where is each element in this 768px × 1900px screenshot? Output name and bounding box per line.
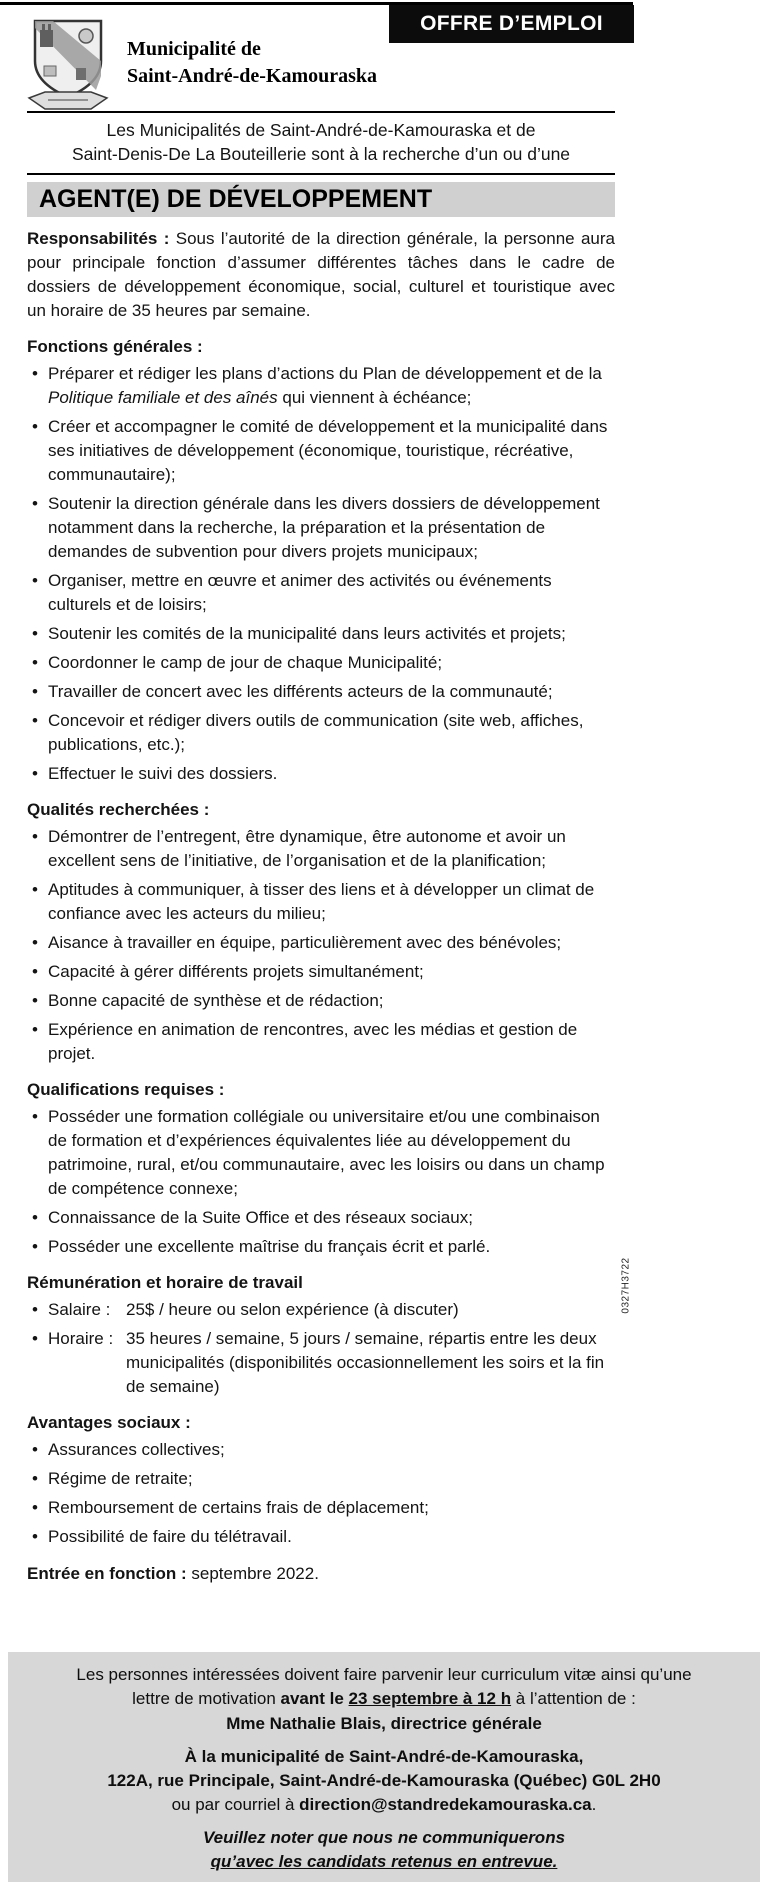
bullet-item [27, 931, 615, 955]
bullet-item [27, 1105, 615, 1201]
bullet-glyph: • [32, 764, 38, 783]
organization-name-line1: Municipalité de [127, 38, 261, 60]
bullet-item [27, 1327, 615, 1399]
section-heading: Qualités recherchées : [27, 800, 210, 819]
bullet-text: Travailler de concert avec les différents acteurs de la communauté; [48, 682, 553, 701]
bullet-glyph: • [32, 1498, 38, 1517]
section-heading: Fonctions générales : [27, 337, 203, 356]
item-value: 35 heures / semaine, 5 jours / semaine, répartis entre les deux municipalités (disponibilités occasionnellement les soirs et la fin de semaine) [126, 1329, 605, 1396]
bullet-glyph: • [32, 962, 38, 981]
bullet-glyph: • [32, 1469, 38, 1488]
note-line-1: Veuillez noter que nous ne communiquerons [202, 1828, 566, 1847]
bullet-text: Régime de retraite; [48, 1469, 193, 1488]
bullet-glyph: • [32, 624, 38, 643]
text-segment: qui viennent à échéance; [277, 388, 472, 407]
bullet-glyph: • [32, 653, 38, 672]
section-heading: Rémunération et horaire de travail [27, 1273, 303, 1292]
job-offer-badge: OFFRE D’EMPLOI [389, 5, 634, 43]
bullet-item [27, 680, 615, 704]
bullet-glyph: • [32, 1237, 38, 1256]
bullet-glyph: • [32, 364, 38, 383]
item-label: Horaire : [48, 1329, 114, 1348]
bullet-glyph: • [32, 1300, 38, 1319]
bullet-item [27, 492, 615, 564]
bullet-glyph: • [32, 1527, 38, 1546]
bullet-item [27, 989, 615, 1013]
item-value: 25$ / heure ou selon expérience (à discuter) [126, 1300, 459, 1319]
responsibilities-text: Sous l’autorité de la direction générale, la personne aura pour principale fonction d’assumer différentes tâches dans le cadre de dossiers de développement économique, social, culturel et touristique avec un horaire de 35 heures par semaine. [27, 229, 615, 320]
start-date-line [27, 1562, 615, 1586]
bullet-item [27, 1018, 615, 1066]
note-line-2: qu’avec les candidats retenus en entrevue. [210, 1852, 558, 1871]
bullet-glyph: • [32, 417, 38, 436]
bullet-glyph: • [32, 933, 38, 952]
bullet-text [48, 362, 615, 410]
section-3 [27, 1271, 615, 1399]
application-deadline: 23 septembre à 12 h [348, 1689, 512, 1708]
responsibilities-label: Responsabilités : [27, 229, 170, 248]
bullet-item [27, 1467, 615, 1491]
bullet-item [27, 1235, 615, 1259]
bullet-text: Assurances collectives; [48, 1440, 225, 1459]
bullet-glyph: • [32, 1440, 38, 1459]
bullet-glyph: • [32, 1329, 38, 1348]
bullet-text: Créer et accompagner le comité de développement et la municipalité dans ses initiatives de développement (économique, touristique, récréative, communautaire); [48, 417, 608, 484]
bullet-text: Concevoir et rédiger divers outils de communication (site web, affiches, publications, etc.); [48, 711, 584, 754]
bullet-text: Soutenir les comités de la municipalité dans leurs activités et projets; [48, 624, 566, 643]
bullet-text: Aisance à travailler en équipe, particulièrement avec des bénévoles; [48, 933, 562, 952]
footer-spacer [8, 1736, 760, 1745]
application-footer [8, 1652, 760, 1882]
section-2 [27, 1078, 615, 1259]
intro-line2: Saint-Denis-De La Bouteillerie sont à la recherche d’un ou d’une [71, 144, 571, 164]
bullet-glyph: • [32, 1208, 38, 1227]
bullet-item [27, 1298, 615, 1322]
bullet-item [27, 960, 615, 984]
job-title-bar: AGENT(E) DE DÉVELOPPEMENT [27, 182, 615, 217]
text-segment: Préparer et rédiger les plans d’actions du Plan de développement et de la [48, 364, 602, 383]
section-0 [27, 335, 615, 786]
bullet-text: Posséder une excellente maîtrise du français écrit et parlé. [48, 1237, 491, 1256]
email-prefix: ou par courriel à [171, 1795, 300, 1814]
intro-text [27, 113, 615, 173]
bullet-glyph: • [32, 494, 38, 513]
section-heading: Qualifications requises : [27, 1080, 225, 1099]
bullet-glyph: • [32, 711, 38, 730]
bullet-item [27, 1496, 615, 1520]
main-content [27, 111, 615, 1586]
bullet-text: Soutenir la direction générale dans les divers dossiers de développement notamment dans la recherche, la préparation et la présentation de demandes de subvention pour divers projets municipaux; [48, 494, 600, 561]
crest-icon [26, 18, 110, 112]
municipality-crest-logo [26, 18, 110, 117]
bullet-text: Connaissance de la Suite Office et des réseaux sociaux; [48, 1208, 473, 1227]
bullet-text: Démontrer de l’entregent, être dynamique, être autonome et avoir un excellent sens de l’initiative, de l’organisation et de la planification; [48, 827, 566, 870]
intro-line1: Les Municipalités de Saint-André-de-Kamouraska et de [106, 120, 536, 140]
bullet-item [27, 651, 615, 675]
italic-segment: Politique familiale et des aînés [48, 388, 278, 407]
bullet-glyph: • [32, 991, 38, 1010]
bullet-text: Remboursement de certains frais de déplacement; [48, 1498, 429, 1517]
bullet-text: Possibilité de faire du télétravail. [48, 1527, 292, 1546]
footer-spacer [8, 1817, 760, 1826]
bullet-text: Aptitudes à communiquer, à tisser des liens et à développer un climat de confiance avec les acteurs du milieu; [48, 880, 595, 923]
print-reference-code: 0327H3722 [620, 1257, 632, 1314]
bullet-item [27, 825, 615, 873]
bullet-text: Posséder une formation collégiale ou universitaire et/ou une combinaison de formation et d’expériences équivalentes liée au développement du patrimoine, rural, et/ou communautaire, avec les loisirs ou dans un champ de compétence connexe; [48, 1107, 605, 1198]
bullet-item [27, 569, 615, 617]
bullet-item [27, 415, 615, 487]
contact-email: direction@standredekamouraska.ca [299, 1795, 592, 1814]
bullet-item [27, 1438, 615, 1462]
bullet-glyph: • [32, 880, 38, 899]
bullet-glyph: • [32, 1107, 38, 1126]
bullet-text: Expérience en animation de rencontres, avec les médias et gestion de projet. [48, 1020, 578, 1063]
apply-text: Les personnes intéressées doivent faire parvenir leur curriculum vitæ ainsi qu’une lettre de motivation [76, 1665, 692, 1708]
address-line-2: 122A, rue Principale, Saint-André-de-Kamouraska (Québec) G0L 2H0 [107, 1771, 661, 1790]
start-date-value: septembre 2022. [191, 1564, 319, 1583]
contact-name: Mme Nathalie Blais, directrice générale [226, 1714, 542, 1733]
bullet-item [27, 362, 615, 410]
bullet-glyph: • [32, 1020, 38, 1039]
section-1 [27, 798, 615, 1066]
bullet-item [27, 1525, 615, 1549]
item-label: Salaire : [48, 1300, 111, 1319]
bullet-text: Effectuer le suivi des dossiers. [48, 764, 278, 783]
intro-rule-bottom [27, 173, 615, 175]
bullet-item [27, 709, 615, 757]
bullet-glyph: • [32, 682, 38, 701]
organization-name-line2: Saint-André-de-Kamouraska [127, 65, 378, 87]
bullet-text: Bonne capacité de synthèse et de rédaction; [48, 991, 384, 1010]
email-line [8, 1793, 760, 1817]
apply-bold-text: avant le [280, 1689, 349, 1708]
address-line-1: À la municipalité de Saint-André-de-Kamouraska, [184, 1747, 584, 1766]
application-instructions [69, 1663, 699, 1711]
bullet-text: Organiser, mettre en œuvre et animer des activités ou événements culturels et de loisirs; [48, 571, 552, 614]
responsibilities-paragraph [27, 227, 615, 323]
bullet-item [27, 878, 615, 926]
email-suffix: . [591, 1795, 597, 1814]
bullet-item [27, 1206, 615, 1230]
bullet-item [27, 762, 615, 786]
bullet-item [27, 622, 615, 646]
section-heading: Avantages sociaux : [27, 1413, 191, 1432]
bullet-glyph: • [32, 827, 38, 846]
organization-name [127, 36, 377, 90]
bullet-text: Capacité à gérer différents projets simultanément; [48, 962, 424, 981]
section-4 [27, 1411, 615, 1549]
bullet-text: Coordonner le camp de jour de chaque Municipalité; [48, 653, 443, 672]
start-date-label: Entrée en fonction : [27, 1564, 187, 1583]
bullet-glyph: • [32, 571, 38, 590]
sections [27, 335, 615, 1549]
apply-suffix: à l’attention de : [511, 1689, 636, 1708]
